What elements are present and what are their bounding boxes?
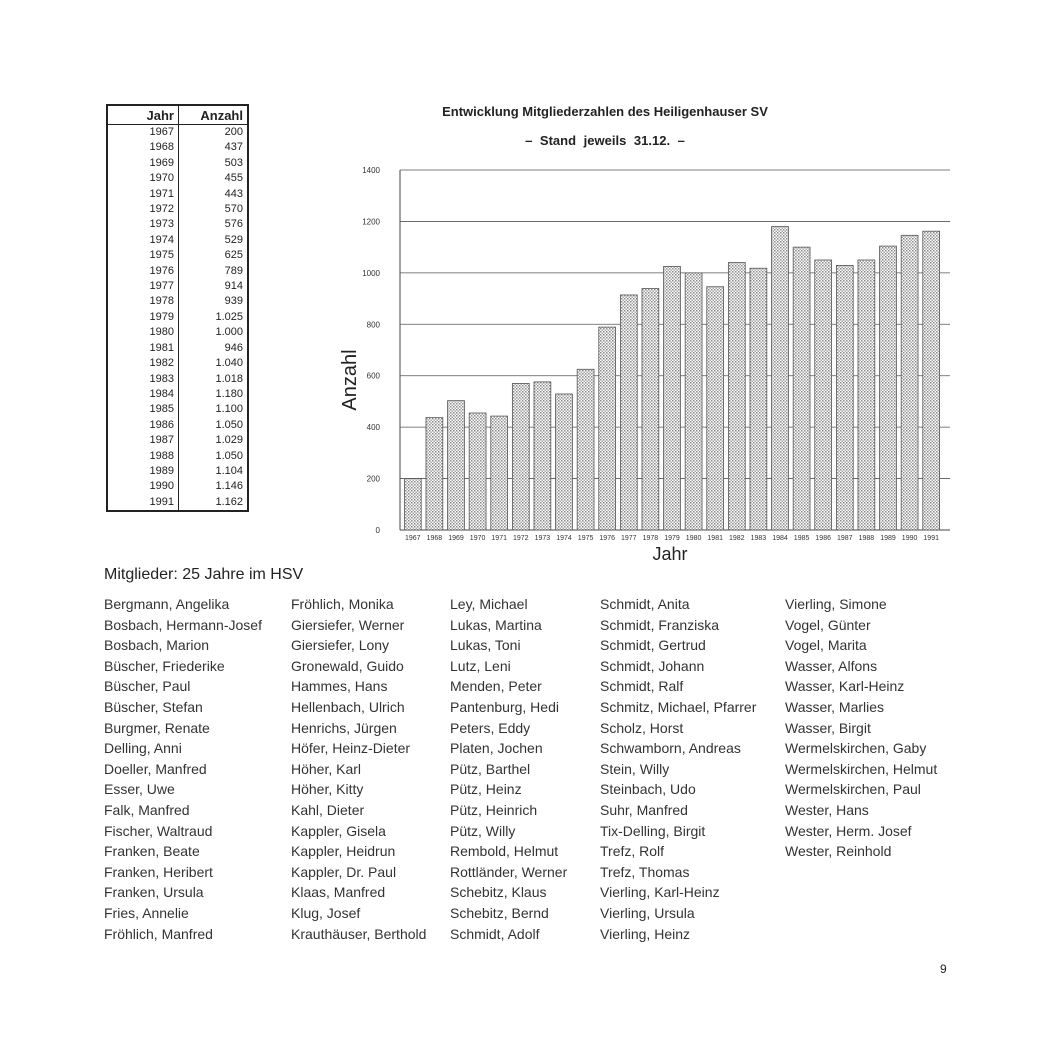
table-row bbox=[107, 156, 248, 171]
cell-year: 1968 bbox=[107, 140, 179, 155]
member-name: Suhr, Manfred bbox=[600, 801, 688, 818]
member-name: Menden, Peter bbox=[450, 678, 542, 695]
cell-year: 1983 bbox=[107, 372, 179, 387]
member-name: Wasser, Karl-Heinz bbox=[785, 678, 905, 695]
member-name: Giersiefer, Werner bbox=[291, 616, 405, 633]
cell-count: 529 bbox=[224, 233, 243, 246]
member-name: Hammes, Hans bbox=[291, 678, 388, 695]
cell-count: 1.000 bbox=[215, 326, 243, 339]
cell-count: 1.050 bbox=[215, 418, 243, 431]
x-tick-label: 1981 bbox=[707, 535, 723, 542]
x-tick-label: 1989 bbox=[880, 535, 896, 542]
member-name: Gronewald, Guido bbox=[291, 657, 404, 674]
cell-count: 914 bbox=[224, 280, 243, 293]
member-name: Schmidt, Gertrud bbox=[600, 637, 706, 654]
member-name: Platen, Jochen bbox=[450, 740, 543, 757]
cell-year: 1971 bbox=[107, 187, 179, 202]
x-tick-label: 1976 bbox=[599, 535, 615, 542]
bar-1968 bbox=[426, 418, 443, 530]
member-name: Bosbach, Hermann-Josef bbox=[104, 616, 262, 633]
cell-year: 1984 bbox=[107, 387, 179, 402]
bar-1979 bbox=[664, 266, 681, 530]
table-row bbox=[107, 449, 248, 464]
chart-bars bbox=[404, 227, 939, 530]
cell-year: 1989 bbox=[107, 464, 179, 479]
member-name: Vogel, Günter bbox=[785, 616, 871, 633]
member-name: Lutz, Leni bbox=[450, 657, 511, 674]
cell-year: 1982 bbox=[107, 356, 179, 371]
cell-count: 789 bbox=[224, 264, 243, 277]
member-name: Wester, Reinhold bbox=[785, 843, 892, 860]
member-name: Falk, Manfred bbox=[104, 801, 190, 818]
x-tick-label: 1978 bbox=[642, 535, 659, 542]
member-name: Bosbach, Marion bbox=[104, 637, 210, 654]
member-name: Tix-Delling, Birgit bbox=[600, 822, 706, 839]
cell-year: 1986 bbox=[107, 418, 179, 433]
cell-count: 503 bbox=[224, 156, 243, 169]
member-name: Kappler, Gisela bbox=[291, 822, 386, 839]
cell-year: 1979 bbox=[107, 310, 179, 325]
member-name: Schmitz, Michael, Pfarrer bbox=[600, 698, 757, 715]
cell-year: 1980 bbox=[107, 325, 179, 340]
cell-year: 1988 bbox=[107, 449, 179, 464]
member-column-3 bbox=[450, 594, 567, 944]
member-name: Vierling, Karl-Heinz bbox=[600, 884, 720, 901]
bar-1978 bbox=[642, 289, 659, 530]
member-name: Krauthäuser, Berthold bbox=[291, 925, 427, 942]
y-tick-label: 200 bbox=[366, 474, 380, 484]
member-name: Pütz, Heinz bbox=[450, 781, 522, 798]
cell-count: 1.050 bbox=[215, 449, 243, 462]
member-name: Höher, Karl bbox=[291, 760, 362, 777]
cell-count: 625 bbox=[224, 249, 243, 262]
table-row bbox=[107, 479, 248, 494]
cell-count: 1.100 bbox=[215, 403, 243, 416]
cell-year: 1969 bbox=[107, 156, 179, 171]
table-row bbox=[107, 279, 248, 294]
cell-year: 1970 bbox=[107, 171, 179, 186]
member-name: Ley, Michael bbox=[450, 596, 528, 612]
cell-year: 1972 bbox=[107, 202, 179, 217]
member-name: Esser, Uwe bbox=[104, 781, 175, 798]
member-name: Peters, Eddy bbox=[450, 719, 531, 736]
x-tick-label: 1968 bbox=[426, 535, 443, 542]
member-name: Vierling, Simone bbox=[785, 596, 887, 612]
member-name: Wermelskirchen, Gaby bbox=[785, 740, 927, 757]
member-name: Rottländer, Werner bbox=[450, 863, 568, 880]
bar-1971 bbox=[491, 416, 508, 530]
x-tick-label: 1974 bbox=[556, 535, 572, 542]
bar-1983 bbox=[750, 268, 767, 530]
member-name: Trefz, Thomas bbox=[600, 863, 690, 880]
bar-1982 bbox=[728, 263, 745, 530]
table-row bbox=[107, 248, 248, 263]
table-row bbox=[107, 171, 248, 186]
table-row bbox=[107, 464, 248, 479]
x-tick-label: 1977 bbox=[621, 535, 637, 542]
table-row bbox=[107, 433, 248, 448]
bar-1973 bbox=[534, 382, 551, 530]
bar-1967 bbox=[404, 479, 421, 530]
member-name: Wermelskirchen, Helmut bbox=[785, 760, 938, 777]
member-name: Trefz, Rolf bbox=[600, 843, 665, 860]
x-axis bbox=[405, 535, 939, 542]
cell-year: 1990 bbox=[107, 479, 179, 494]
table-row bbox=[107, 495, 248, 511]
cell-year: 1985 bbox=[107, 402, 179, 417]
member-name: Franken, Ursula bbox=[104, 884, 204, 901]
table-row bbox=[107, 140, 248, 155]
y-tick-label: 1400 bbox=[362, 166, 380, 175]
member-name: Kappler, Dr. Paul bbox=[291, 863, 397, 880]
member-name: Delling, Anni bbox=[104, 740, 182, 757]
cell-count: 939 bbox=[224, 295, 243, 308]
member-name: Schmidt, Ralf bbox=[600, 678, 684, 695]
table-header-row bbox=[107, 105, 248, 125]
member-name: Kahl, Dieter bbox=[291, 801, 365, 818]
member-name: Schebitz, Bernd bbox=[450, 904, 549, 921]
member-column-5 bbox=[785, 594, 937, 862]
cell-count: 455 bbox=[224, 172, 243, 185]
cell-count: 1.025 bbox=[215, 310, 243, 323]
member-name: Büscher, Stefan bbox=[104, 698, 203, 715]
member-name: Franken, Heribert bbox=[104, 863, 213, 880]
member-name: Büscher, Friederike bbox=[104, 657, 225, 674]
table-row bbox=[107, 325, 248, 340]
member-name: Vierling, Ursula bbox=[600, 904, 695, 921]
table-row bbox=[107, 402, 248, 417]
member-name: Pütz, Willy bbox=[450, 822, 516, 839]
member-name: Giersiefer, Lony bbox=[291, 637, 390, 654]
member-name: Wasser, Marlies bbox=[785, 698, 885, 715]
member-name: Pütz, Barthel bbox=[450, 760, 531, 777]
table-row bbox=[107, 418, 248, 433]
member-name: Klug, Josef bbox=[291, 904, 361, 921]
x-tick-label: 1991 bbox=[923, 535, 939, 542]
bar-1976 bbox=[599, 327, 616, 530]
cell-count: 1.146 bbox=[215, 480, 243, 493]
table-row bbox=[107, 294, 248, 309]
cell-count: 1.180 bbox=[215, 387, 243, 400]
member-column-1 bbox=[104, 594, 262, 944]
cell-year: 1975 bbox=[107, 248, 179, 263]
member-name: Lukas, Toni bbox=[450, 637, 521, 654]
bar-1987 bbox=[836, 265, 853, 530]
x-axis-label: Jahr bbox=[652, 544, 688, 564]
x-tick-label: 1983 bbox=[750, 535, 767, 542]
x-tick-label: 1980 bbox=[685, 535, 702, 542]
x-tick-label: 1975 bbox=[577, 535, 594, 542]
member-name: Wester, Hans bbox=[785, 801, 869, 818]
member-name: Schmidt, Anita bbox=[600, 596, 690, 612]
cell-year: 1978 bbox=[107, 294, 179, 309]
member-name: Pütz, Heinrich bbox=[450, 801, 538, 818]
y-axis bbox=[362, 166, 380, 535]
member-name: Kappler, Heidrun bbox=[291, 843, 396, 860]
member-name: Bergmann, Angelika bbox=[104, 596, 230, 612]
bar-1975 bbox=[577, 369, 594, 530]
bar-1969 bbox=[448, 401, 465, 530]
x-tick-label: 1985 bbox=[793, 535, 810, 542]
x-tick-label: 1987 bbox=[837, 535, 853, 542]
member-name: Schmidt, Franziska bbox=[600, 616, 720, 633]
cell-year: 1973 bbox=[107, 217, 179, 232]
x-tick-label: 1972 bbox=[513, 535, 529, 542]
member-name: Fröhlich, Manfred bbox=[104, 925, 213, 942]
member-name: Höher, Kitty bbox=[291, 781, 364, 798]
member-name: Hellenbach, Ulrich bbox=[291, 698, 405, 715]
bar-1977 bbox=[620, 295, 637, 530]
member-name: Wermelskirchen, Paul bbox=[785, 781, 921, 798]
cell-count: 570 bbox=[224, 203, 243, 216]
bar-1986 bbox=[815, 260, 832, 530]
table-row bbox=[107, 372, 248, 387]
y-axis-label: Anzahl bbox=[339, 349, 361, 411]
cell-count: 437 bbox=[224, 141, 243, 154]
y-tick-label: 600 bbox=[366, 371, 380, 381]
member-column-2 bbox=[291, 594, 426, 944]
cell-year: 1991 bbox=[107, 495, 179, 511]
member-name: Schwamborn, Andreas bbox=[600, 740, 741, 757]
bar-1970 bbox=[469, 413, 486, 530]
member-name: Schebitz, Klaus bbox=[450, 884, 547, 901]
x-tick-label: 1984 bbox=[772, 535, 788, 542]
x-tick-label: 1971 bbox=[491, 535, 507, 542]
bar-1984 bbox=[772, 227, 789, 530]
member-name: Schmidt, Johann bbox=[600, 657, 705, 674]
x-tick-label: 1990 bbox=[901, 535, 918, 542]
y-tick-label: 400 bbox=[366, 423, 380, 433]
x-tick-label: 1979 bbox=[664, 535, 680, 542]
bar-1990 bbox=[901, 235, 918, 530]
member-name: Fröhlich, Monika bbox=[291, 596, 394, 612]
table-row bbox=[107, 356, 248, 371]
membership-bar-chart bbox=[330, 160, 955, 590]
bar-1974 bbox=[556, 394, 573, 530]
bar-1981 bbox=[707, 287, 724, 530]
cell-year: 1974 bbox=[107, 233, 179, 248]
cell-count: 1.018 bbox=[215, 372, 243, 385]
cell-year: 1977 bbox=[107, 279, 179, 294]
member-name: Franken, Beate bbox=[104, 843, 200, 860]
cell-count: 946 bbox=[224, 341, 243, 354]
member-name: Rembold, Helmut bbox=[450, 843, 559, 860]
table-row bbox=[107, 233, 248, 248]
page-number: 9 bbox=[940, 962, 947, 976]
table-row bbox=[107, 202, 248, 217]
member-name: Fries, Annelie bbox=[104, 904, 189, 921]
member-name: Wester, Herm. Josef bbox=[785, 822, 912, 839]
member-name: Klaas, Manfred bbox=[291, 884, 386, 901]
member-name: Burgmer, Renate bbox=[104, 719, 210, 736]
x-tick-label: 1986 bbox=[815, 535, 831, 542]
member-name: Henrichs, Jürgen bbox=[291, 719, 397, 736]
bar-1972 bbox=[512, 383, 529, 530]
cell-count: 443 bbox=[224, 187, 243, 200]
bar-1980 bbox=[685, 273, 702, 530]
member-name: Stein, Willy bbox=[600, 760, 670, 777]
member-name: Wasser, Alfons bbox=[785, 657, 878, 674]
x-tick-label: 1988 bbox=[858, 535, 875, 542]
bar-1988 bbox=[858, 260, 875, 530]
x-tick-label: 1969 bbox=[448, 535, 464, 542]
cell-count: 1.029 bbox=[215, 434, 243, 447]
cell-year: 1981 bbox=[107, 341, 179, 356]
table-row bbox=[107, 341, 248, 356]
cell-year: 1967 bbox=[107, 125, 179, 141]
member-name: Schmidt, Adolf bbox=[450, 925, 540, 942]
member-name: Vogel, Marita bbox=[785, 637, 867, 654]
table-row bbox=[107, 125, 248, 141]
member-name: Doeller, Manfred bbox=[104, 760, 207, 777]
cell-count: 576 bbox=[224, 218, 243, 231]
x-tick-label: 1967 bbox=[405, 535, 421, 542]
bar-1985 bbox=[793, 247, 810, 530]
member-name: Fischer, Waltraud bbox=[104, 822, 213, 839]
chart-subtitle: – Stand jeweils 31.12. – bbox=[525, 133, 685, 148]
table-row bbox=[107, 187, 248, 202]
y-tick-label: 1200 bbox=[362, 217, 380, 227]
cell-count: 1.162 bbox=[215, 495, 243, 508]
x-tick-label: 1970 bbox=[469, 535, 486, 542]
cell-count: 1.040 bbox=[215, 357, 243, 370]
table-row bbox=[107, 387, 248, 402]
header-jahr: Jahr bbox=[107, 105, 179, 125]
y-tick-label: 1000 bbox=[362, 268, 380, 278]
cell-year: 1976 bbox=[107, 264, 179, 279]
table-body bbox=[107, 125, 248, 512]
y-tick-label: 800 bbox=[366, 320, 380, 330]
membership-table bbox=[106, 104, 249, 512]
x-tick-label: 1982 bbox=[729, 535, 745, 542]
member-name: Wasser, Birgit bbox=[785, 719, 871, 736]
member-name: Vierling, Heinz bbox=[600, 925, 691, 942]
member-column-4 bbox=[600, 594, 756, 944]
bar-1991 bbox=[923, 231, 940, 530]
table-row bbox=[107, 264, 248, 279]
member-name: Scholz, Horst bbox=[600, 719, 684, 736]
bar-1989 bbox=[880, 246, 897, 530]
table-row bbox=[107, 217, 248, 232]
member-name: Höfer, Heinz-Dieter bbox=[291, 740, 411, 757]
member-name: Pantenburg, Hedi bbox=[450, 698, 559, 715]
chart-title: Entwicklung Mitgliederzahlen des Heiligenhauser SV bbox=[442, 104, 768, 119]
x-tick-label: 1973 bbox=[534, 535, 551, 542]
member-name: Büscher, Paul bbox=[104, 678, 191, 695]
member-name: Steinbach, Udo bbox=[600, 781, 696, 798]
member-name: Lukas, Martina bbox=[450, 616, 542, 633]
cell-count: 1.104 bbox=[215, 464, 243, 477]
header-anzahl: Anzahl bbox=[179, 105, 249, 125]
y-tick-label: 0 bbox=[375, 526, 380, 535]
cell-count: 200 bbox=[224, 126, 243, 138]
table-row bbox=[107, 310, 248, 325]
cell-year: 1987 bbox=[107, 433, 179, 448]
members-title: Mitglieder: 25 Jahre im HSV bbox=[104, 566, 304, 583]
